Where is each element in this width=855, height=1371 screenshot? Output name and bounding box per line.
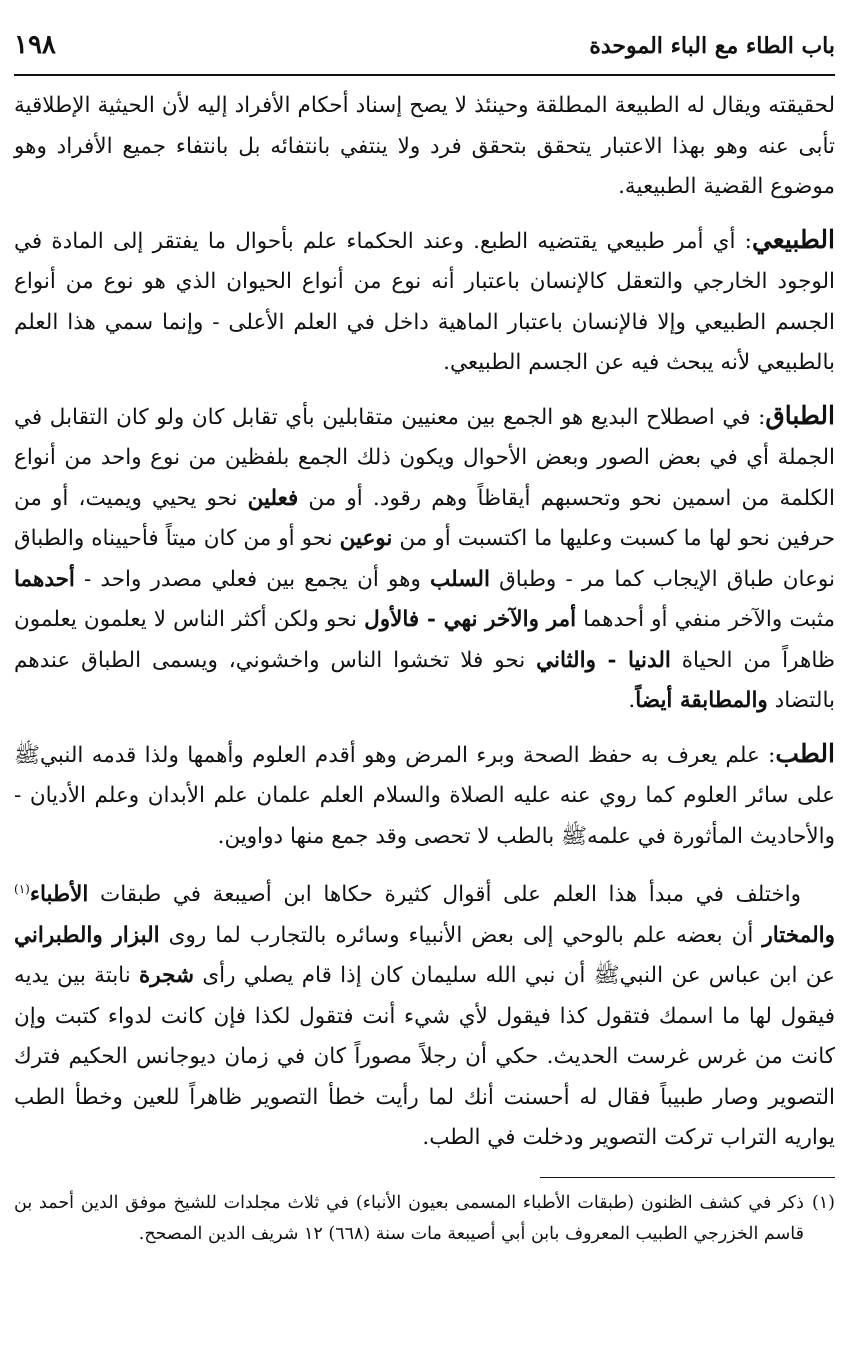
entry-term: الطب bbox=[775, 738, 835, 768]
bold-phrase: أمر والآخر نهي - فالأول bbox=[364, 607, 577, 632]
entry-tibb bbox=[14, 734, 835, 858]
paragraph-text: عن ابن عباس عن النبيﷺ أن نبي الله سليمان كان إذا قام يصلي رأى bbox=[194, 963, 835, 989]
entry-text: نحو يحيي ويميت، أو من حرفين نحو لها ما كسبت وعليها ما اكتسبت أو من bbox=[14, 485, 836, 551]
bold-phrase: نوعين bbox=[339, 526, 393, 551]
footnote-text: ذكر في كشف الظنون (طبقات الأطباء المسمى بعيون الأنباء) في ثلاث مجلدات للشيخ موفق الدين أحمد بن قاسم الخزرجي الطبيب المعروف بابن أبي أصيبعة مات سنة (٦٦٨) ١٢ شريف الدين المصحح. bbox=[14, 1192, 804, 1244]
paragraph-text: واختلف في مبدأ هذا العلم على أقوال كثيرة حكاها ابن أصيبعة في طبقات bbox=[88, 882, 801, 908]
footnote-divider bbox=[540, 1177, 835, 1178]
bold-phrase: والمختار bbox=[762, 922, 835, 948]
entry-text: مثبت والآخر منفي أو أحدهما bbox=[576, 607, 835, 632]
entry-tabii bbox=[14, 220, 835, 384]
chapter-title: باب الطاء مع الباء الموحدة bbox=[589, 33, 835, 59]
bold-phrase: أحدهما bbox=[14, 566, 75, 592]
entry-text: : علم يعرف به حفظ الصحة وبرء المرض وهو أقدم العلوم وأهمها ولذا قدمه النبيﷺ على سائر العلوم كما روي عنه عليه الصلاة والسلام العلم علمان علم الأبدان وعلم الأديان - والأحاديث المأثورة في علمهﷺ بالطب لا تحصى وقد جمع منها دواوين. bbox=[14, 742, 835, 849]
bold-phrase: الأطباء bbox=[29, 882, 89, 908]
bold-phrase: والمطابقة أيضاً bbox=[635, 688, 768, 713]
entry-text: نحو أو من كان ميتاً فأحييناه والطباق نوعان طباق الإيجاب كما مر - وطباق bbox=[14, 526, 835, 592]
entry-term: الطباق bbox=[765, 400, 835, 430]
paragraph-text: نابتة بين يديه فيقول لها ما اسمك فتقول كذا فيقول لأي شيء أنت فتقول لكذا فإن كانت لدواء كتبت وإن كانت من غرس غرست الحديث. حكي أن رجلاً مصوراً كان في زمان ديوجانس الحكيم فترك التصوير وصار طبيباً فقال له أحسنت أنك لما رأيت خطأ التصوير ظاهراً للعين وخطأ الطب يواريه التراب تركت التصوير ودخلت في الطب. bbox=[14, 963, 835, 1151]
entry-text: نحو فلا تخشوا الناس واخشوني، ويسمى الطباق عندهم بالتضاد bbox=[14, 647, 835, 713]
page-number: ١٩٨ bbox=[14, 30, 56, 60]
paragraph-tabia bbox=[14, 86, 835, 208]
entry-text: . bbox=[628, 688, 636, 713]
entry-text: : في اصطلاح البديع هو الجمع بين معنيين متقابلين بأي تقابل كان ولو كان التقابل في الجملة أي في بعض الصور وبعض الأحوال ويكون ذلك الجمع بلفظين من نوع واحد من أنواع الكلمة من اسمين نحو وتحسبهم أيقاظاً وهم رقود. أو من bbox=[14, 404, 835, 511]
entry-text: وهو أن يجمع بين فعلي مصدر واحد - bbox=[74, 566, 431, 592]
page-body bbox=[14, 86, 835, 1250]
entry-text: : أي أمر طبيعي يقتضيه الطبع. وعند الحكماء علم بأحوال ما يفتقر إلى المادة في الوجود الخارجي والتعقل كالإنسان باعتبار أنه نوع من أنواع الحيوان الذي هو نوع من أنواع الجسم الطبيعي وإلا فالإنسان باعتبار الماهية داخل في العلم الأعلى - وإنما سمي هذا العلم بالطبيعي لأنه يبحث فيه عن الجسم الطبيعي. bbox=[14, 228, 835, 375]
footnote-mark: (١) bbox=[811, 1192, 835, 1213]
bold-phrase: السلب bbox=[430, 566, 490, 592]
entry-term: الطبيعي bbox=[751, 224, 835, 254]
paragraph-text: لحقيقته ويقال له الطبيعة المطلقة وحينئذ لا يصح إسناد أحكام الأفراد إليه لأن الحيثية الإطلاقية تأبى عنه وهو بهذا الاعتبار يتحقق بتحقق فرد ولا ينتفي بانتفائه بل بانتفاء جميع الأفراد وهو موضوع القضية الطبيعية. bbox=[14, 93, 835, 199]
bold-phrase: الدنيا - والثاني bbox=[536, 647, 671, 673]
bold-phrase: شجرة bbox=[139, 963, 195, 989]
paragraph-text: أن بعضه علم بالوحي إلى بعض الأنبياء وسائره بالتجارب لما روى bbox=[159, 922, 763, 948]
bold-phrase: فعلين bbox=[247, 485, 299, 511]
bold-phrase: البزار والطبراني bbox=[14, 922, 160, 948]
paragraph-origin bbox=[14, 869, 835, 1159]
footnote bbox=[14, 1188, 835, 1250]
page-header bbox=[14, 30, 835, 76]
entry-tibaq bbox=[14, 396, 835, 722]
entry-text: نحو ولكن أكثر الناس لا يعلمون يعلمون ظاهراً من الحياة bbox=[14, 607, 836, 673]
footnote-reference[interactable]: (١) bbox=[14, 882, 30, 896]
